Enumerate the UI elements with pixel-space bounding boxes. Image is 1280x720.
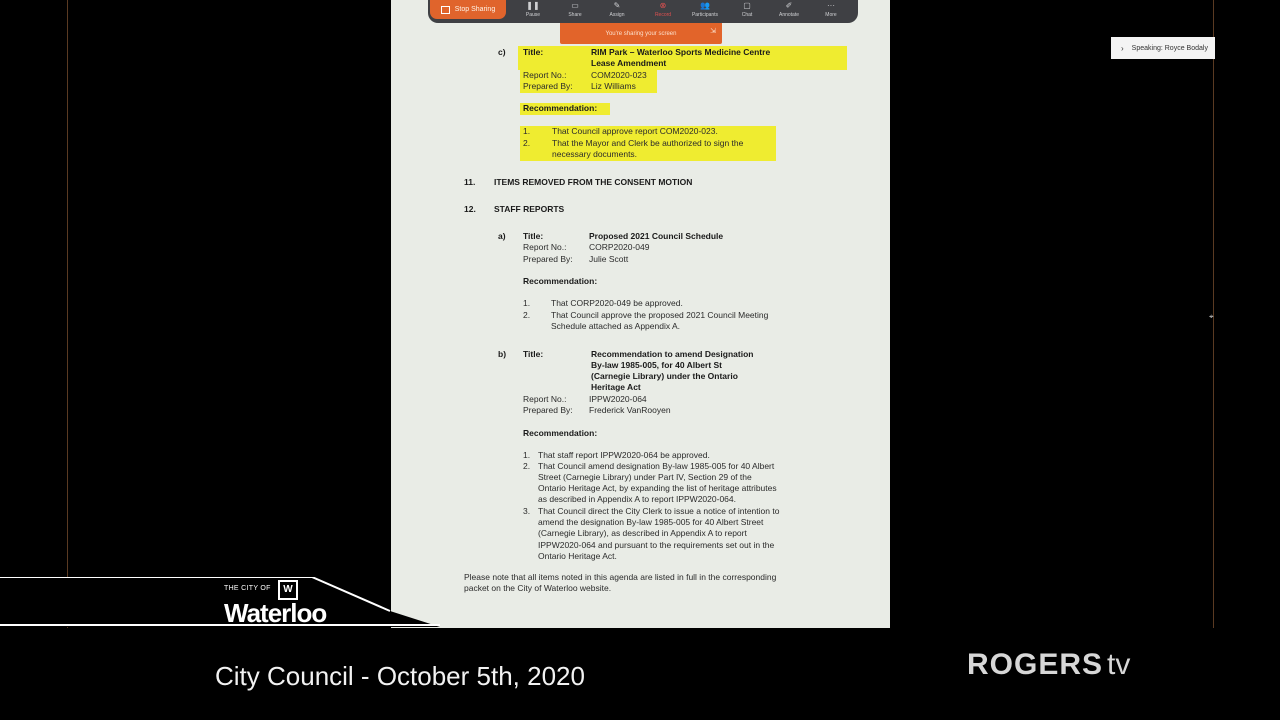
rec-text: That staff report IPPW2020-064 be approved.: [538, 450, 710, 460]
item-a-prepared-label: Prepared By:: [523, 254, 573, 264]
rec-text: amend the designation By-law 1985-005 for 40 Albert Street: [538, 517, 764, 527]
item-b-rec-label: Recommendation:: [523, 428, 598, 438]
annotate-button[interactable]: ✐ Annotate: [772, 0, 806, 22]
stop-icon: [441, 6, 450, 14]
item-a-title-label: Title:: [523, 231, 544, 241]
item-c-prepared-by: Liz Williams: [591, 81, 636, 91]
item-a-title: Proposed 2021 Council Schedule: [589, 231, 724, 241]
rec-text: Schedule attached as Appendix A.: [551, 321, 681, 331]
left-frame-line: [67, 0, 68, 628]
rogers-wordmark: ROGERS: [967, 648, 1104, 681]
pause-button[interactable]: ❚❚ Pause: [516, 0, 550, 22]
item-12-heading: STAFF REPORTS: [494, 204, 565, 214]
rec-number: 1.: [523, 298, 531, 308]
item-b-prepared-by: Frederick VanRooyen: [589, 405, 671, 415]
pause-icon: ❚❚: [526, 1, 540, 10]
rec-number: 3.: [523, 506, 531, 516]
more-button[interactable]: ··· More: [814, 0, 848, 22]
assign-button[interactable]: ✎ Assign: [600, 0, 634, 22]
chat-button[interactable]: ▢ Chat: [730, 0, 764, 22]
mouse-cursor-icon: ⌖: [1209, 312, 1214, 321]
rec-text: as described in Appendix A to report IPPW2020-064.: [538, 494, 736, 504]
rec-number: 1.: [523, 126, 531, 136]
item-a-prepared-by: Julie Scott: [589, 254, 629, 264]
speaking-label: Speaking: Royce Bodaly: [1131, 44, 1208, 52]
participants-button[interactable]: 👥 Participants: [688, 0, 722, 22]
item-c-title-1: RIM Park – Waterloo Sports Medicine Centre: [591, 47, 771, 57]
rec-text: That Council approve the proposed 2021 Council Meeting: [551, 310, 769, 320]
rec-text: That Council amend designation By-law 1985-005 for 40 Albert: [538, 461, 775, 471]
item-b-letter: b): [498, 349, 507, 359]
rec-text: That Council direct the City Clerk to issue a notice of intention to: [538, 506, 780, 516]
rec-text: (Carnegie Library), as described in Appendix A to report: [538, 528, 747, 538]
item-11-number: 11.: [464, 177, 476, 187]
item-b-title-line: By-law 1985-005, for 40 Albert St: [591, 360, 723, 370]
agenda-note: packet on the City of Waterloo website.: [464, 583, 612, 593]
logo-wordmark: Waterloo: [224, 598, 327, 628]
record-icon: ⊗: [659, 1, 667, 10]
rec-text: That the Mayor and Clerk be authorized to sign the: [552, 138, 744, 148]
logo-small-text: THE CITY OF: [224, 585, 271, 592]
rec-number: 2.: [523, 310, 531, 320]
annotate-icon: ✐: [785, 1, 793, 10]
share-icon: ▭: [571, 1, 579, 10]
item-c-report-label: Report No.:: [523, 70, 567, 80]
item-a-rec-label: Recommendation:: [523, 276, 598, 286]
sharing-notice: You're sharing your screen ⇲: [560, 23, 722, 44]
chat-icon: ▢: [743, 1, 751, 10]
tv-wordmark: tv: [1107, 648, 1131, 681]
item-a-report-label: Report No.:: [523, 242, 567, 252]
item-a-letter: a): [498, 231, 506, 241]
rec-text: IPPW2020-064 and pursuant to the requirements set out in the: [538, 540, 775, 550]
item-c-prepared-label: Prepared By:: [523, 81, 573, 91]
item-b-report-label: Report No.:: [523, 394, 567, 404]
rec-text: That Council approve report COM2020-023.: [552, 126, 718, 136]
item-a-report-no: CORP2020-049: [589, 242, 650, 252]
city-of-waterloo-logo: [222, 580, 352, 626]
stop-sharing-button[interactable]: [430, 0, 506, 19]
rec-text: Street (Carnegie Library) under Part IV, Section 29 of the: [538, 472, 752, 482]
rogers-tv-logo: [967, 648, 1130, 682]
item-c-title-label: Title:: [523, 47, 544, 57]
waterloo-mark-icon: W: [278, 580, 298, 600]
item-b-title-line: (Carnegie Library) under the Ontario: [591, 371, 738, 381]
rec-number: 2.: [523, 138, 531, 148]
rec-text: That CORP2020-049 be approved.: [551, 298, 683, 308]
speaking-indicator[interactable]: [1111, 37, 1215, 59]
item-b-prepared-label: Prepared By:: [523, 405, 573, 415]
broadcast-caption: City Council - October 5th, 2020: [215, 661, 585, 691]
rec-text: Ontario Heritage Act.: [538, 551, 617, 561]
record-button[interactable]: ⊗ Record: [646, 0, 680, 22]
rec-number: 1.: [523, 450, 531, 460]
item-b-title-line: Recommendation to amend Designation: [591, 349, 754, 359]
item-b-title-line: Heritage Act: [591, 382, 641, 392]
item-c-title-2: Lease Amendment: [591, 58, 667, 68]
rec-number: 2.: [523, 461, 531, 471]
rec-text: Ontario Heritage Act, by expanding the list of heritage attributes: [538, 483, 777, 493]
stop-sharing-label: Stop Sharing: [454, 6, 496, 13]
assign-icon: ✎: [613, 1, 621, 10]
item-12-number: 12.: [464, 204, 476, 214]
more-icon: ···: [827, 1, 835, 10]
item-c-letter: c): [498, 47, 506, 57]
item-c-rec-label: Recommendation:: [523, 103, 598, 113]
agenda-note: Please note that all items noted in this agenda are listed in full in the corresponding: [464, 572, 777, 582]
pin-icon[interactable]: ⇲: [710, 28, 716, 35]
item-b-report-no: IPPW2020-064: [589, 394, 647, 404]
share-button[interactable]: ▭ Share: [558, 0, 592, 22]
lower-third-band: [0, 577, 440, 627]
chevron-right-icon: ›: [1121, 43, 1124, 53]
item-11-heading: ITEMS REMOVED FROM THE CONSENT MOTION: [494, 177, 693, 187]
participants-icon: 👥: [700, 1, 710, 10]
item-c-report-no: COM2020-023: [591, 70, 647, 80]
item-b-title-label: Title:: [523, 349, 544, 359]
rec-text: necessary documents.: [552, 149, 638, 159]
